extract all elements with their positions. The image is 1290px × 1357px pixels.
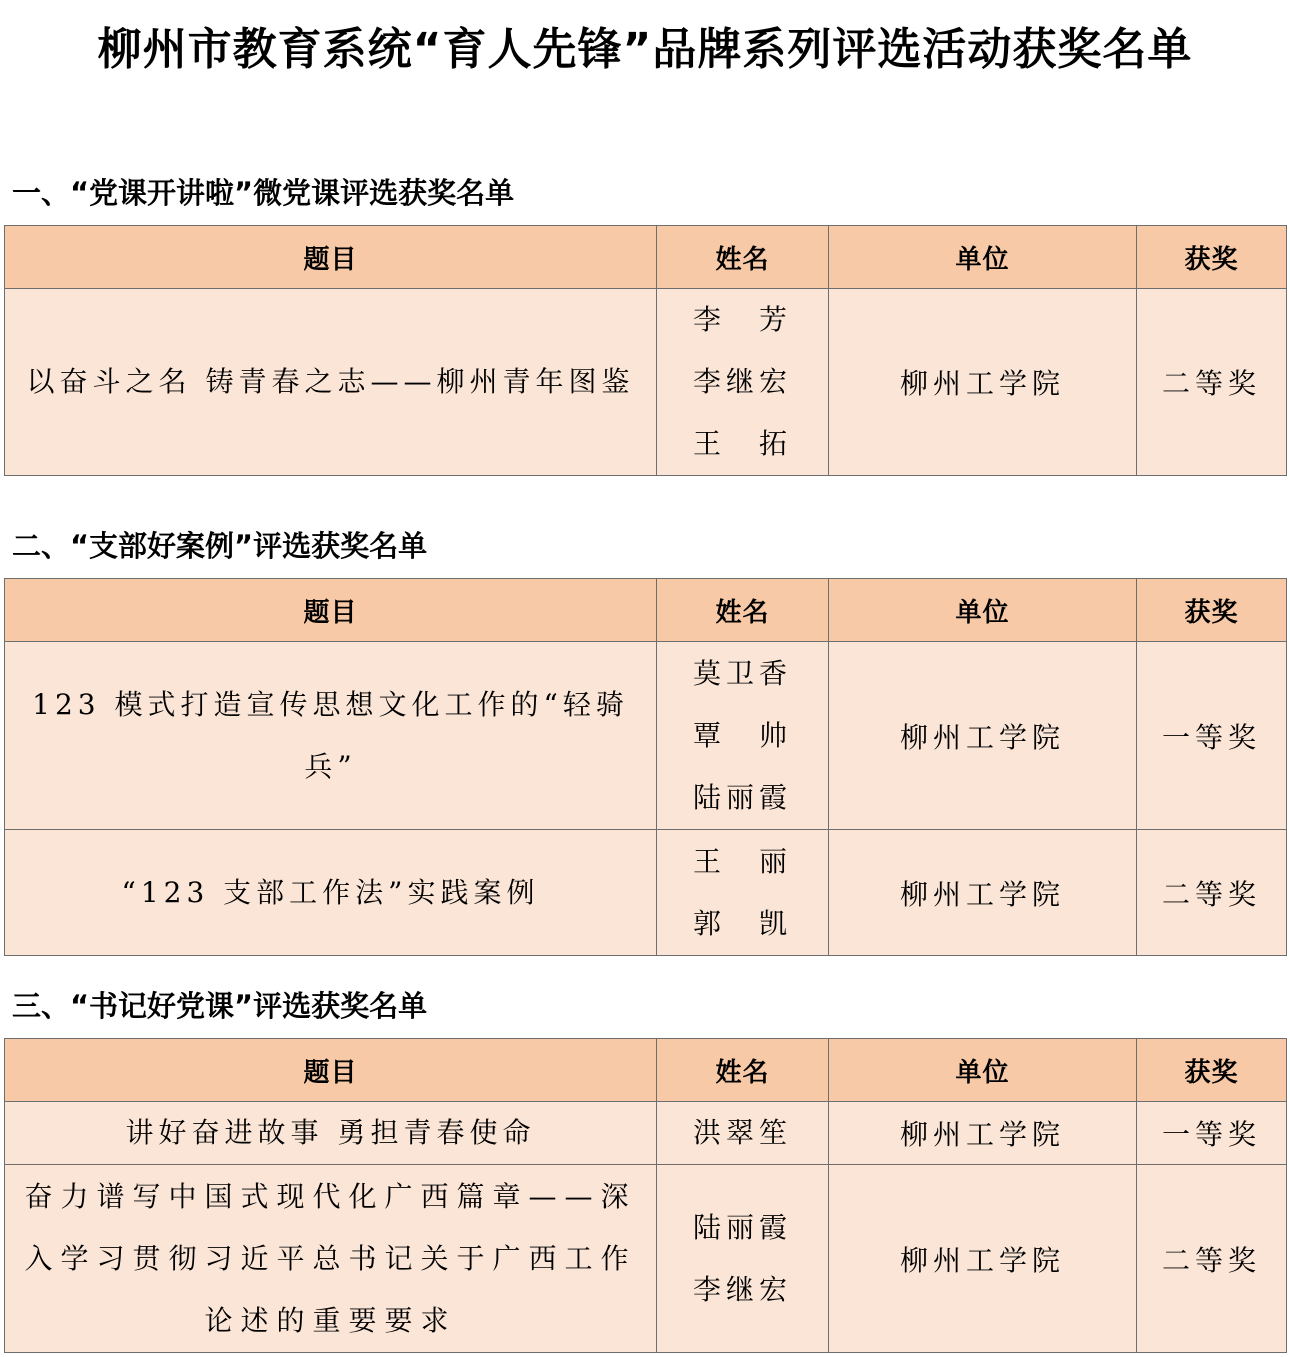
table-row (5, 830, 1287, 956)
cell-unit: 柳州工学院 (829, 1102, 1137, 1165)
table-row (5, 289, 1287, 476)
header-name: 姓名 (657, 579, 829, 642)
cell-unit: 柳州工学院 (829, 830, 1137, 956)
header-name: 姓名 (657, 1039, 829, 1102)
person-name: 郭 凯 (692, 906, 792, 940)
person-name: 王 拓 (692, 427, 792, 460)
cell-award: 二等奖 (1137, 830, 1287, 956)
person-name: 覃 帅 (692, 718, 792, 752)
person-name: 洪翠笙 (692, 1116, 792, 1149)
table-header-row (5, 1039, 1287, 1102)
table-header-row (5, 579, 1287, 642)
cell-topic: 以奋斗之名 铸青春之志——柳州青年图鉴 (5, 289, 657, 476)
table-row (5, 642, 1287, 830)
header-unit: 单位 (829, 1039, 1137, 1102)
cell-names (657, 642, 829, 830)
person-name: 李继宏 (692, 365, 792, 398)
header-award: 获奖 (1137, 1039, 1287, 1102)
header-topic: 题目 (5, 579, 657, 642)
cell-award: 二等奖 (1137, 1165, 1287, 1353)
award-table-3 (4, 1038, 1287, 1353)
header-unit: 单位 (829, 226, 1137, 289)
person-name: 陆丽霞 (692, 780, 792, 814)
person-name: 李 芳 (692, 303, 792, 336)
header-award: 获奖 (1137, 226, 1287, 289)
person-name: 李继宏 (692, 1272, 792, 1306)
cell-unit: 柳州工学院 (829, 1165, 1137, 1353)
table-header-row (5, 226, 1287, 289)
cell-award: 二等奖 (1137, 289, 1287, 476)
document-title: 柳州市教育系统“育人先锋”品牌系列评选活动获奖名单 (97, 24, 1193, 75)
cell-award: 一等奖 (1137, 642, 1287, 830)
section-heading-2: 二、“支部好案例”评选获奖名单 (12, 529, 428, 563)
person-name: 王 丽 (692, 844, 792, 878)
header-unit: 单位 (829, 579, 1137, 642)
header-topic: 题目 (5, 1039, 657, 1102)
cell-topic: 123 模式打造宣传思想文化工作的“轻骑兵” (5, 642, 657, 830)
cell-unit: 柳州工学院 (829, 642, 1137, 830)
table-row (5, 1102, 1287, 1165)
cell-award: 一等奖 (1137, 1102, 1287, 1165)
cell-names (657, 1165, 829, 1353)
cell-names (657, 1102, 829, 1165)
section-heading-3: 三、“书记好党课”评选获奖名单 (12, 989, 428, 1023)
person-name: 莫卫香 (692, 656, 792, 690)
cell-topic: 讲好奋进故事 勇担青春使命 (5, 1102, 657, 1165)
section-heading-1: 一、“党课开讲啦”微党课评选获奖名单 (12, 176, 515, 210)
cell-names (657, 289, 829, 476)
cell-topic: 奋力谱写中国式现代化广西篇章——深入学习贯彻习近平总书记关于广西工作论述的重要要求 (5, 1165, 657, 1353)
award-table-2 (4, 578, 1287, 956)
table-row (5, 1165, 1287, 1353)
cell-topic: “123 支部工作法”实践案例 (5, 830, 657, 956)
cell-unit: 柳州工学院 (829, 289, 1137, 476)
header-award: 获奖 (1137, 579, 1287, 642)
cell-names (657, 830, 829, 956)
person-name: 陆丽霞 (692, 1210, 792, 1244)
award-table-1 (4, 225, 1287, 476)
header-name: 姓名 (657, 226, 829, 289)
header-topic: 题目 (5, 226, 657, 289)
